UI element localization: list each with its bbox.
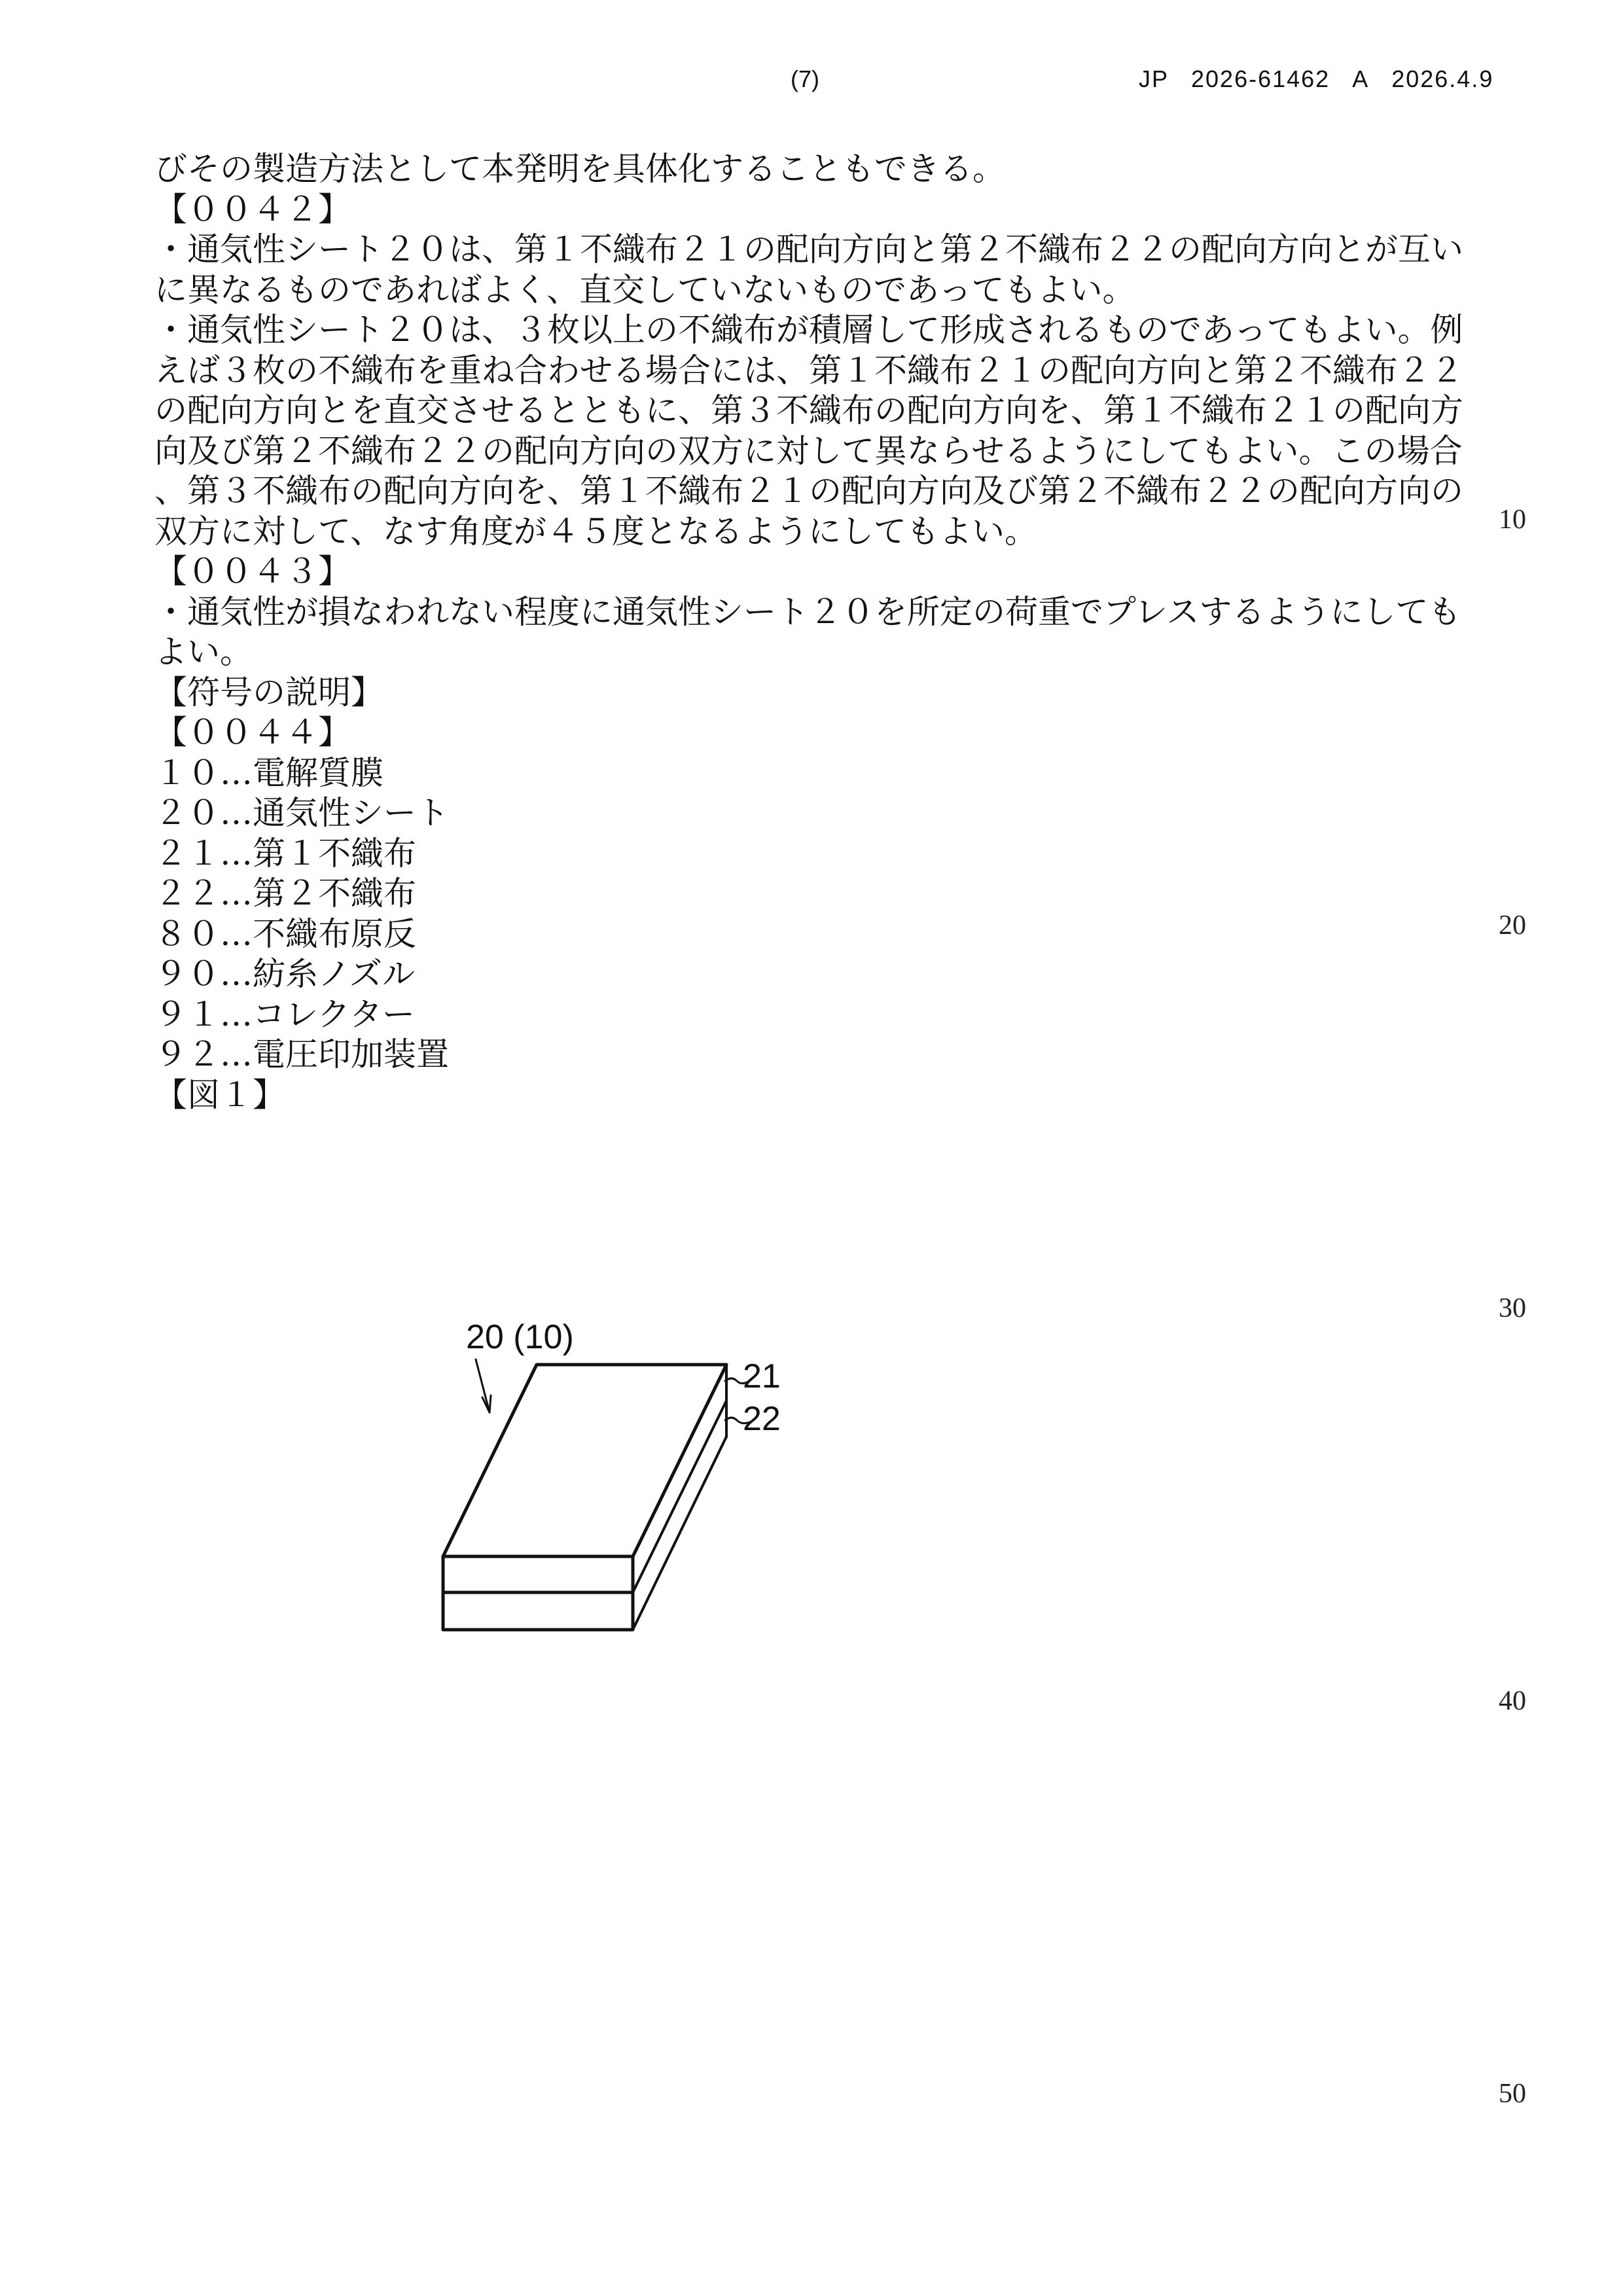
line-number: 50 bbox=[1499, 2079, 1526, 2109]
layer-22-front bbox=[443, 1592, 633, 1630]
reference-item: ２２…第２不織布 bbox=[154, 874, 416, 912]
figure-1-layered-sheet bbox=[432, 1296, 1217, 1702]
reference-item: ８０…不織布原反 bbox=[154, 914, 416, 953]
figure-label-22: 22 bbox=[743, 1400, 781, 1438]
line-number: 20 bbox=[1499, 910, 1526, 941]
line-number: 10 bbox=[1499, 505, 1526, 535]
text-line: ・通気性シート２０は、第１不織布２１の配向方向と第２不織布２２の配向方向とが互い bbox=[154, 230, 1463, 268]
reference-item: ９２…電圧印加装置 bbox=[154, 1035, 449, 1073]
text-line: ・通気性が損なわれない程度に通気性シート２０を所定の荷重でプレスするようにしても bbox=[154, 592, 1461, 631]
reference-item: ９１…コレクター bbox=[154, 995, 415, 1033]
text-line: の配向方向とを直交させるとともに、第３不織布の配向方向を、第１不織布２１の配向方 bbox=[154, 391, 1463, 429]
reference-item: ２１…第１不織布 bbox=[154, 834, 416, 872]
layer-21-front bbox=[443, 1556, 633, 1592]
figure-label-21: 21 bbox=[743, 1357, 781, 1395]
arrow-icon bbox=[476, 1359, 490, 1412]
paragraph-id: 【００４２】 bbox=[154, 190, 351, 228]
line-number: 30 bbox=[1499, 1293, 1526, 1323]
text-line: ・通気性シート２０は、３枚以上の不織布が積層して形成されるものであってもよい。例 bbox=[154, 311, 1463, 349]
section-heading: 【符号の説明】 bbox=[154, 673, 383, 711]
text-line: よい。 bbox=[154, 633, 253, 671]
pub-kind: A bbox=[1352, 65, 1370, 92]
pub-number: 2026-61462 bbox=[1191, 65, 1330, 92]
reference-item: １０…電解質膜 bbox=[154, 753, 383, 792]
page-number: (7) bbox=[791, 65, 819, 92]
figure-label-main: 20 (10) bbox=[466, 1318, 574, 1356]
figure-heading: 【図１】 bbox=[154, 1075, 285, 1114]
reference-item: ９０…紡糸ノズル bbox=[154, 955, 415, 993]
publication-id bbox=[1139, 65, 1493, 93]
text-line: びその製造方法として本発明を具体化することもできる。 bbox=[154, 150, 1005, 188]
text-line: えば３枚の不織布を重ね合わせる場合には、第１不織布２１の配向方向と第２不織布２２ bbox=[154, 351, 1463, 389]
reference-item: ２０…通気性シート bbox=[154, 794, 449, 832]
paragraph-id: 【００４３】 bbox=[154, 552, 351, 590]
body-text bbox=[154, 149, 1470, 1115]
paragraph-id: 【００４４】 bbox=[154, 713, 351, 751]
pub-date: 2026.4.9 bbox=[1391, 65, 1494, 92]
text-line: 向及び第２不織布２２の配向方向の双方に対して異ならせるようにしてもよい。この場合 bbox=[154, 431, 1463, 470]
line-number: 40 bbox=[1499, 1686, 1526, 1716]
text-line: 双方に対して、なす角度が４５度となるようにしてもよい。 bbox=[154, 512, 1037, 550]
text-line: 、第３不織布の配向方向を、第１不織布２１の配向方向及び第２不織布２２の配向方向の bbox=[154, 472, 1463, 510]
pub-country: JP bbox=[1139, 65, 1169, 92]
text-line: に異なるものであればよく、直交していないものであってもよい。 bbox=[154, 270, 1135, 309]
